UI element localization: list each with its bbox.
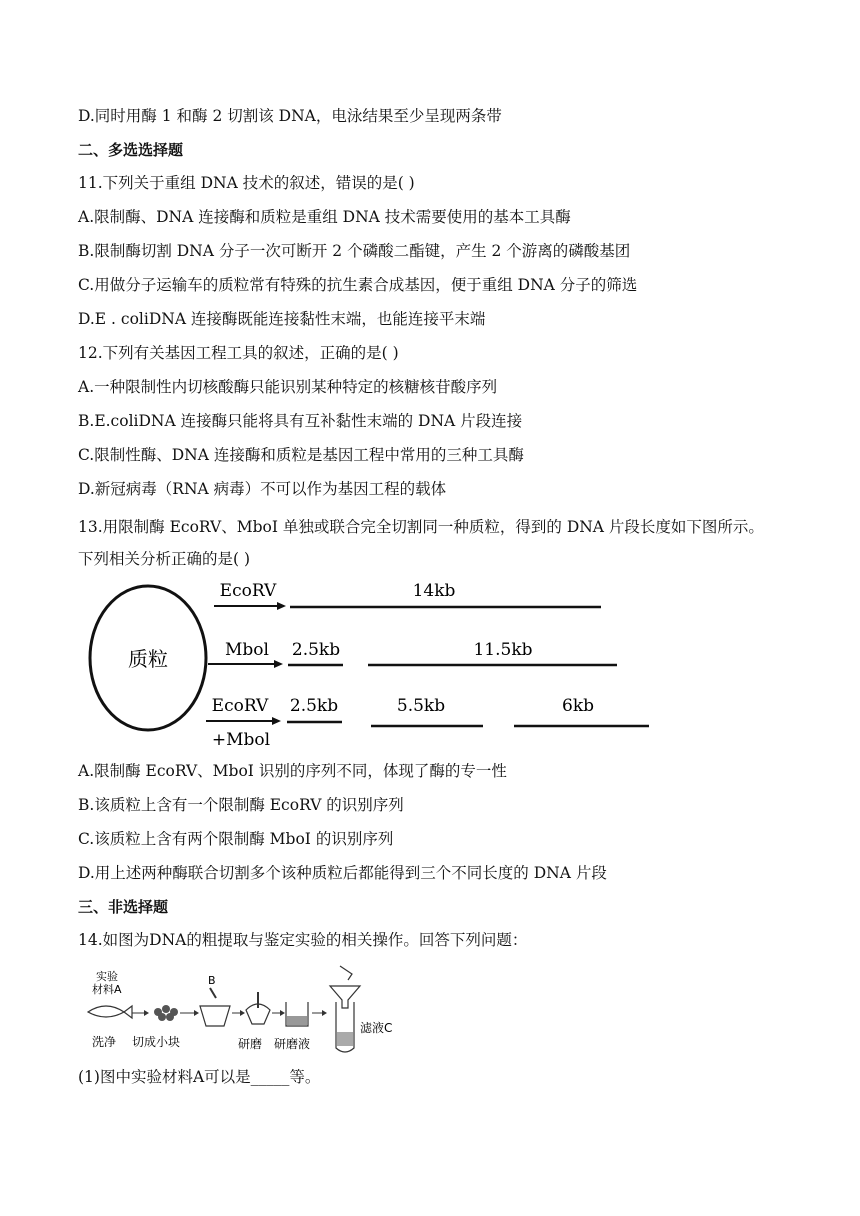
arrow-head — [272, 717, 281, 725]
enzyme-label: Mbol — [225, 640, 269, 660]
arrow-head — [280, 1010, 285, 1016]
reagent-tube — [210, 988, 216, 998]
option-text: A.一种限制性内切核酸酶只能识别某种特定的核糖核苷酸序列 — [78, 378, 498, 396]
option-text: D.新冠病毒（RNA 病毒）不可以作为基因工程的载体 — [78, 480, 447, 498]
section-heading: 三、非选择题 — [78, 898, 169, 916]
option-text: B.该质粒上含有一个限制酶 EcoRV 的识别序列 — [78, 796, 404, 814]
option-text: C.用做分子运输车的质粒常有特殊的抗生素合成基因，便于重组 DNA 分子的筛选 — [78, 276, 638, 294]
option-text: A.限制酶 EcoRV、MboI 识别的序列不同，体现了酶的专一性 — [78, 762, 507, 780]
option-text: B.E.coliDNA 连接酶只能将具有互补黏性末端的 DNA 片段连接 — [78, 412, 523, 430]
step-label: 洗净 — [92, 1035, 117, 1049]
fragment-label: 5.5kb — [396, 696, 446, 716]
option-text: D.E . coliDNA 连接酶既能连接黏性末端，也能连接平末端 — [78, 310, 486, 328]
section-heading: 二、多选选择题 — [78, 141, 184, 159]
fragment-label: 14kb — [412, 581, 456, 601]
fragment-label: 2.5kb — [291, 640, 341, 660]
question-stem: 13.用限制酶 EcoRV、MboI 单独或联合完全切割同一种质粒，得到的 DNA 片段长度如下图所示。下列相关分析正确的是( ) — [78, 518, 764, 568]
arrow-head — [274, 660, 283, 668]
fragment-label: 2.5kb — [289, 696, 339, 716]
question-part: (1)图中实验材料A可以是_____等。 — [78, 1068, 321, 1086]
filtrate-liquid — [337, 1032, 353, 1046]
arrow-head — [277, 602, 286, 610]
q10-option-d: D.同时用酶 1 和酶 2 切割该 DNA，电泳结果至少呈现两条带 — [78, 107, 502, 125]
material-label: 材料A — [92, 983, 122, 996]
fragment-label: 11.5kb — [473, 640, 533, 660]
step-label: 研磨 — [238, 1037, 263, 1051]
fragment-label: 6kb — [562, 696, 594, 716]
enzyme-label: +Mbol — [211, 730, 271, 750]
reagent-label: B — [208, 974, 216, 987]
step-label: 研磨液 — [274, 1037, 311, 1051]
arrow-head — [144, 1010, 149, 1016]
fish-icon — [88, 1006, 132, 1018]
plasmid-label: 质粒 — [128, 647, 168, 671]
arrow-head — [322, 1010, 327, 1016]
material-label: 实验 — [96, 970, 118, 983]
question-stem: 14.如图为DNA的粗提取与鉴定实验的相关操作。回答下列问题： — [78, 931, 528, 949]
option-text: C.限制性酶、DNA 连接酶和质粒是基因工程中常用的三种工具酶 — [78, 446, 524, 464]
funnel-icon — [330, 986, 360, 1008]
step-label: 切成小块 — [132, 1035, 181, 1049]
enzyme-label: EcoRV — [219, 581, 277, 601]
question-stem: 12.下列有关基因工程工具的叙述，正确的是( ) — [78, 344, 399, 362]
arrow-head — [240, 1010, 245, 1016]
option-text: D.用上述两种酶联合切割多个该种质粒后都能得到三个不同长度的 DNA 片段 — [78, 864, 607, 882]
option-text: C.该质粒上含有两个限制酶 MboI 的识别序列 — [78, 830, 394, 848]
enzyme-label: EcoRV — [211, 696, 269, 716]
dna-extraction-figure — [78, 962, 398, 1056]
pouring-beaker-icon — [340, 966, 352, 980]
step-label: 滤液C — [360, 1021, 393, 1035]
option-text: A.限制酶、DNA 连接酶和质粒是重组 DNA 技术需要使用的基本工具酶 — [78, 208, 571, 226]
mortar-icon — [200, 1006, 230, 1026]
plasmid-digestion-figure — [84, 574, 664, 754]
beaker-liquid — [287, 1016, 307, 1025]
arrow-head — [194, 1010, 199, 1016]
chopped-pieces-icon — [154, 1005, 178, 1021]
question-stem: 11.下列关于重组 DNA 技术的叙述，错误的是( ) — [78, 174, 415, 192]
option-text: B.限制酶切割 DNA 分子一次可断开 2 个磷酸二酯键，产生 2 个游离的磷酸基团 — [78, 242, 631, 260]
